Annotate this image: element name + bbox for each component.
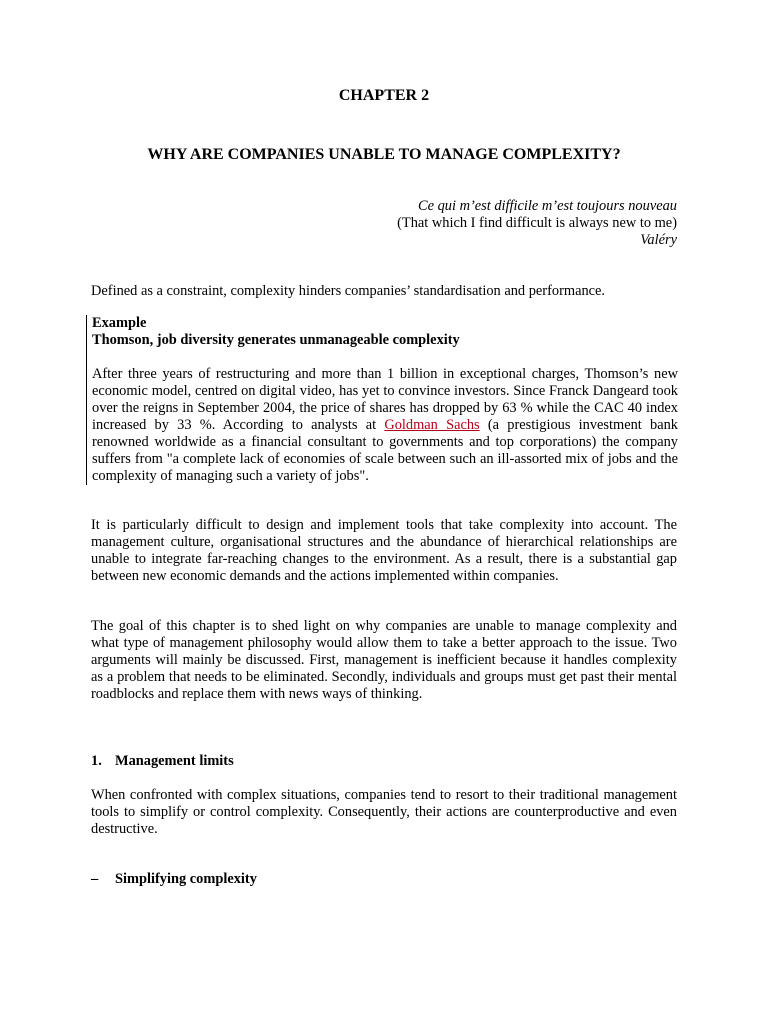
chapter-title: WHY ARE COMPANIES UNABLE TO MANAGE COMPLEXITY? (147, 146, 621, 163)
paragraph-complex-situations: When confronted with complex situations, companies tend to resort to their traditional management tools to simplify or control complexity. Consequently, their actions are counterproductive and even destructive. (91, 787, 677, 837)
intro-paragraph: Defined as a constraint, complexity hinders companies’ standardisation and performance. (91, 283, 606, 299)
example-text-before-link: After three years of restructuring and more than 1 billion in exceptional charges, Thomson’s new economic model, centred on digital video, has yet to convince investors. Since Franck Dangeard took over the reigns in September 2004, the price of shares has dropped by 63 % while the CAC 40 index increased by 33 %. According to analysts at (92, 366, 678, 433)
goldman-sachs-link[interactable]: Goldman Sachs (384, 417, 480, 433)
example-heading: Thomson, job diversity generates unmanageable complexity (92, 332, 460, 348)
chapter-label: CHAPTER 2 (338, 87, 430, 104)
epigraph-french: Ce qui m’est difficile m’est toujours nouveau (418, 198, 677, 214)
example-label: Example (92, 315, 147, 331)
epigraph-english: (That which I find difficult is always new to me) (397, 215, 677, 231)
subsection-title: Simplifying complexity (115, 871, 257, 887)
section-number: 1. (91, 753, 102, 769)
paragraph-chapter-goal: The goal of this chapter is to shed light on why companies are unable to manage complexity and what type of management philosophy would allow them to take a better approach to the issue. Two arguments will mainly be discussed. First, management is inefficient because it handles complexity as a problem that needs to be eliminated. Secondly, individuals and groups must get past their mental roadblocks and replace them with news ways of thinking. (91, 618, 677, 702)
subsection-marker: – (91, 871, 99, 887)
example-paragraph (92, 366, 678, 485)
section-title: Management limits (115, 753, 234, 769)
example-text-after-link: (a prestigious investment bank renowned worldwide as a financial consultant to governments and top corporations) the company suffers from "a complete lack of economies of scale between such an ill-assorted mix of jobs and the complexity of managing such a variety of jobs". (92, 417, 678, 484)
epigraph (227, 198, 677, 249)
example-box (86, 315, 682, 485)
paragraph-complexity-tools: It is particularly difficult to design and implement tools that take complexity into account. The management culture, organisational structures and the abundance of hierarchical relationships are unable to integrate far-reaching changes to the environment. As a result, there is a substantial gap between new economic demands and the actions implemented within companies. (91, 517, 677, 584)
epigraph-author: Valéry (640, 232, 677, 248)
